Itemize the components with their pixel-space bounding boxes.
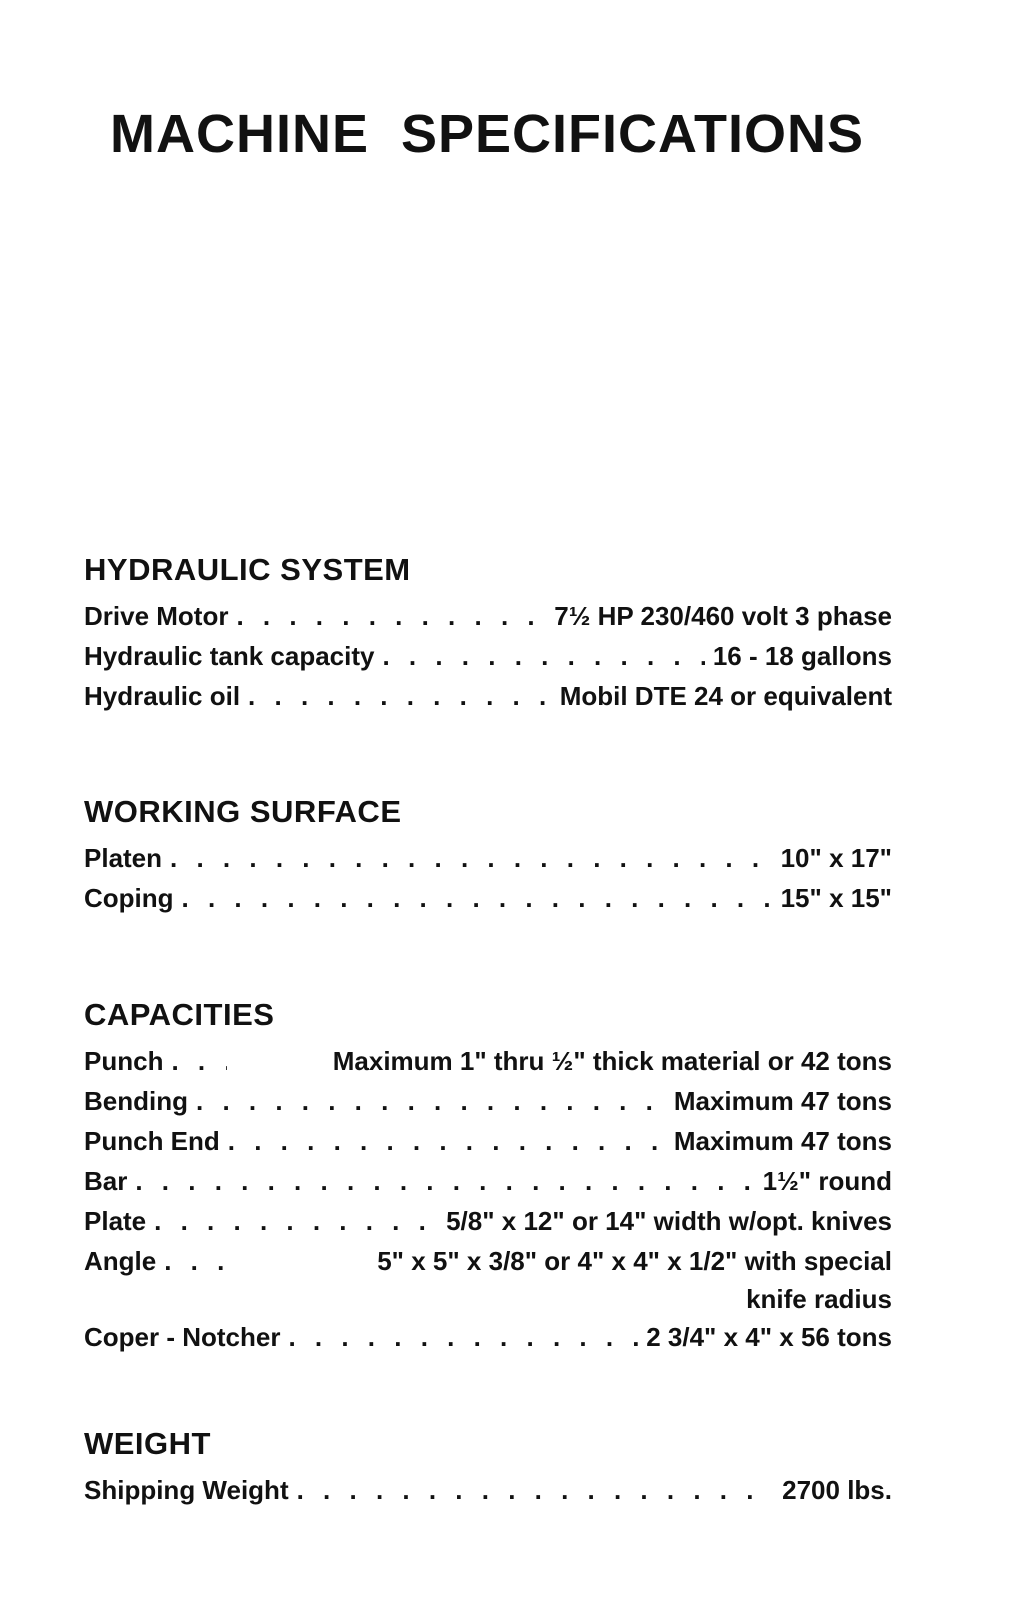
dot-leader	[171, 1041, 227, 1081]
dot-leader	[236, 596, 546, 636]
section-capacities	[84, 995, 892, 1357]
dot-leader	[196, 1081, 666, 1121]
page-title: MACHINE SPECIFICATIONS	[110, 104, 865, 164]
spec-label: Shipping Weight	[84, 1475, 289, 1505]
spec-label: Drive Motor	[84, 601, 229, 631]
dot-leader	[297, 1470, 775, 1510]
spec-value: Maximum 1" thru ½" thick material or 42 tons	[332, 1046, 892, 1076]
spec-value: Mobil DTE 24 or equivalent	[559, 681, 892, 711]
dot-leader	[288, 1317, 638, 1357]
spec-value: 10" x 17"	[780, 843, 892, 873]
spec-row-hydraulic-oil	[84, 676, 892, 716]
dot-leader	[182, 878, 773, 918]
spec-value: 15" x 15"	[780, 883, 892, 913]
dot-leader	[382, 636, 704, 676]
spec-value-continuation: knife radius	[746, 1284, 892, 1314]
spec-value: Maximum 47 tons	[673, 1126, 892, 1156]
spec-label: Angle	[84, 1246, 157, 1276]
spec-label: Platen	[84, 843, 163, 873]
spec-list	[84, 596, 892, 716]
spec-label: Coper - Notcher	[84, 1322, 281, 1352]
spec-label: Hydraulic tank capacity	[84, 641, 375, 671]
spec-row-punch	[84, 1041, 892, 1081]
section-heading: WORKING SURFACE	[84, 794, 402, 829]
dot-leader	[154, 1201, 438, 1241]
spec-row-shipping-weight	[84, 1470, 892, 1510]
spec-row-coper-notcher	[84, 1317, 892, 1357]
spec-label: Coping	[84, 883, 174, 913]
spec-label: Hydraulic oil	[84, 681, 241, 711]
section-heading: HYDRAULIC SYSTEM	[84, 552, 411, 587]
spec-row-coping	[84, 878, 892, 918]
spec-row-platen	[84, 838, 892, 878]
spec-list	[84, 1470, 892, 1510]
spec-row-angle	[84, 1241, 892, 1281]
spec-value: 5" x 5" x 3/8" or 4" x 4" x 1/2" with special	[377, 1246, 892, 1276]
spec-label: Bar	[84, 1166, 128, 1196]
section-hydraulic-system	[84, 550, 892, 716]
spec-label: Punch End	[84, 1126, 220, 1156]
spec-row-drive-motor	[84, 596, 892, 636]
spec-value: 16 - 18 gallons	[712, 641, 892, 671]
spec-value: 1½" round	[762, 1166, 892, 1196]
spec-value: 7½ HP 230/460 volt 3 phase	[554, 601, 892, 631]
spec-label: Plate	[84, 1206, 147, 1236]
spec-row-bar	[84, 1161, 892, 1201]
spec-value: 2 3/4" x 4" x 56 tons	[646, 1322, 892, 1352]
spec-label: Bending	[84, 1086, 188, 1116]
dot-leader	[164, 1241, 236, 1281]
section-working-surface	[84, 792, 892, 918]
spec-row-punch-end	[84, 1121, 892, 1161]
spec-list	[84, 1041, 892, 1357]
section-weight	[84, 1424, 892, 1510]
spec-label: Punch	[84, 1046, 164, 1076]
spec-value: Maximum 47 tons	[673, 1086, 892, 1116]
spec-row-plate	[84, 1201, 892, 1241]
dot-leader	[135, 1161, 754, 1201]
section-heading: WEIGHT	[84, 1426, 211, 1461]
section-heading: CAPACITIES	[84, 997, 275, 1032]
spec-value: 2700 lbs.	[782, 1475, 892, 1505]
spec-list	[84, 838, 892, 918]
dot-leader	[248, 676, 552, 716]
spec-value: 5/8" x 12" or 14" width w/opt. knives	[446, 1206, 892, 1236]
dot-leader	[228, 1121, 666, 1161]
spec-row-bending	[84, 1081, 892, 1121]
dot-leader	[170, 838, 773, 878]
spec-row-hydraulic-tank-capacity	[84, 636, 892, 676]
